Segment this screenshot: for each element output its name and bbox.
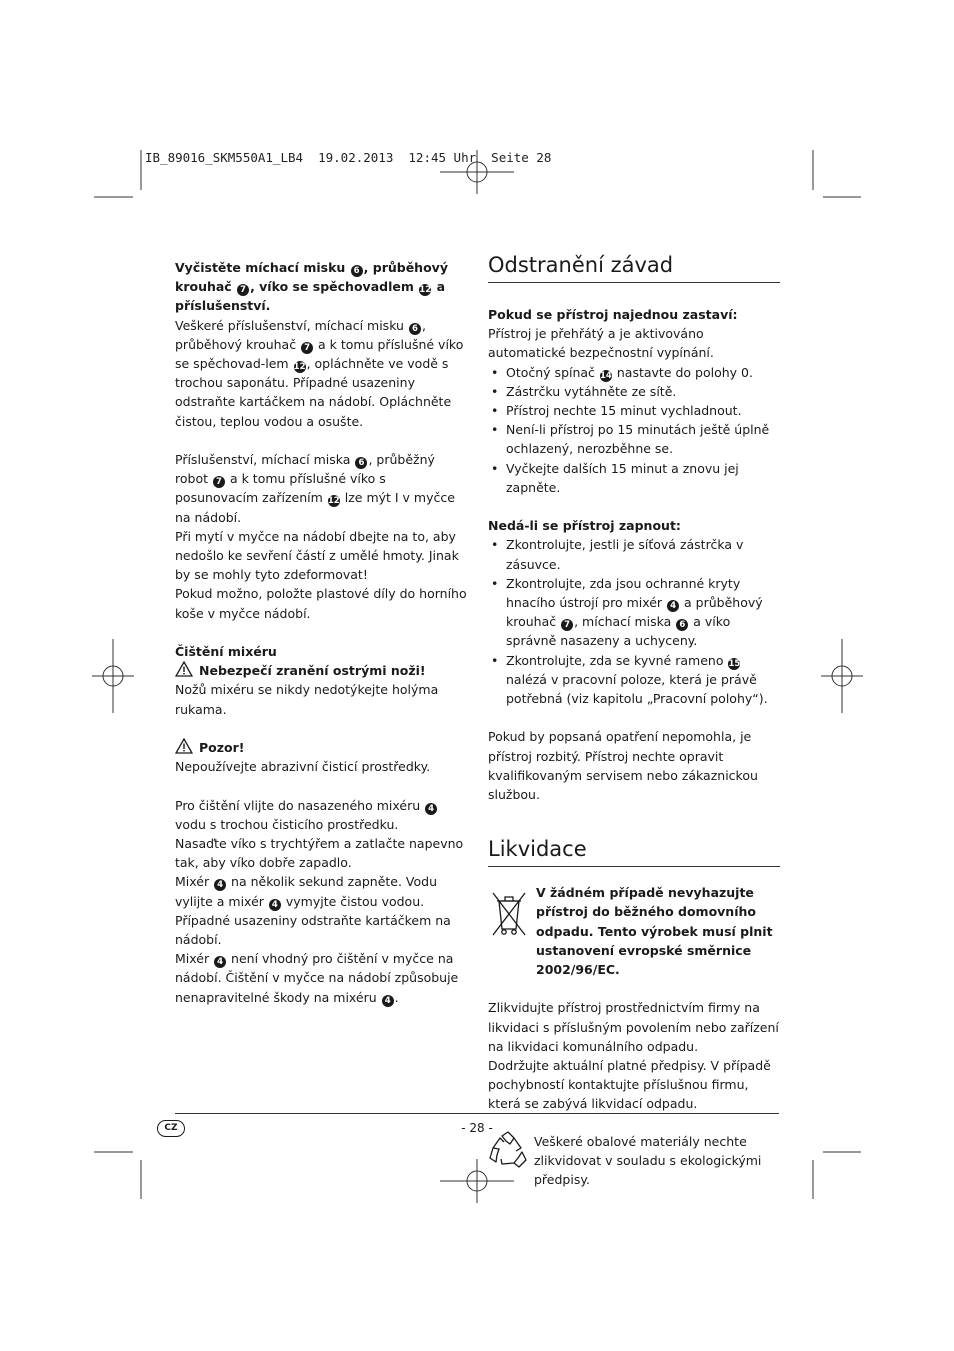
ref-12: 12: [419, 285, 432, 296]
cleaning-text: Veškeré příslušenství, míchací misku 6 , průběhový krouhač 7 a k tomu příslušné víko se spěchovad-lem 12, opláchněte ve vodě s trochou saponátu. Případné usazeniny odstraňte kartáčkem na nádobí. Opláchněte čistou, teplou vodou a osušte.: [175, 317, 464, 429]
mixer-cleaning-heading: Čištění mixéru: [175, 644, 277, 660]
ref-4: 4: [425, 803, 437, 815]
ref-6: 6: [676, 619, 688, 631]
disposal-title: Likvidace: [488, 836, 780, 867]
mixer-step-2: Nasaďte víko s trychtýřem a zatlačte napevno tak, aby víko dobře zapadlo.: [175, 836, 464, 871]
mixer-step-1: Pro čištění vlijte do nasazeného mixéru 4 vodu s trochou čisticího prostředku.: [175, 796, 470, 834]
ref-12: 12: [327, 496, 340, 507]
recycle-text: Veškeré obalové materiály nechte zlikvidovat v souladu s ekologickými předpisy.: [534, 1133, 762, 1188]
recycle-notice: [488, 1132, 780, 1190]
ref-6: 6: [351, 265, 363, 277]
disposal-text-1: Zlikvidujte přístroj prostřednictvím firmy na likvidaci s příslušným povolením nebo zařízení na likvidaci komunálního odpadu.: [488, 1000, 779, 1054]
ref-4: 4: [214, 879, 226, 891]
ref-7: 7: [237, 284, 249, 296]
mixer-step-4: Mixér 4 není vhodný pro čištění v myčce na nádobí. Čištění v myčce na nádobí způsobuje nenapravitelné škody na mixéru 4 .: [175, 951, 459, 1006]
dishwasher-warning-text: Při mytí v myčce na nádobí dbejte na to, aby nedošlo ke sevření částí z umělé hmoty. Jinak by se mohly tyto zdeformovat!: [175, 528, 459, 583]
ref-6: 6: [409, 323, 421, 335]
crossed-bin-icon: [490, 889, 528, 939]
list-item: • Přístroj nechte 15 minut vychladnout.: [488, 401, 780, 420]
troubleshooting-title: Odstranění závad: [488, 252, 780, 283]
list-item: • Není-li přístroj po 15 minutách ještě úplně ochlazený, nerozběhne se.: [488, 420, 780, 458]
ref-4: 4: [667, 600, 679, 612]
disposal-notice: [488, 883, 780, 979]
right-column: [488, 252, 780, 1189]
caution-heading: Pozor!: [175, 738, 470, 757]
sudden-stop-list: [488, 363, 780, 497]
list-item: • Zkontrolujte, zda jsou ochranné kryty hnacího ústrojí pro mixér 4 a průběhový krouhač 7 , míchací miska 6 a víko správně nasazeny a uchyceny.: [488, 574, 780, 651]
ref-7: 7: [561, 619, 573, 631]
no-start-heading: Nedá-li se přístroj zapnout:: [488, 518, 681, 534]
dishwasher-text: Příslušenství, míchací miska 6 , průběžný robot 7 a k tomu příslušné víko s posunovacím zařízením 12 lze mýt I v myčce na nádobí.: [175, 452, 455, 525]
list-item: • Zkontrolujte, zda se kyvné rameno 15 nalézá v pracovní poloze, která je právě potřebná (viz kapitolu „Pracovní polohy“).: [488, 651, 780, 709]
ref-6: 6: [355, 457, 367, 469]
sudden-stop-text: Přístroj je přehřátý a je aktivováno automatické bezpečnostní vypínání.: [488, 326, 714, 361]
print-header: IB_89016_SKM550A1_LB4 19.02.2013 12:45 Uhr Seite 28: [145, 150, 552, 165]
left-column: [175, 258, 470, 1007]
ref-4: 4: [214, 956, 226, 968]
danger-heading: Nebezpečí zranění ostrými noži!: [175, 661, 470, 680]
mixer-step-3: Mixér 4 na několik sekund zapněte. Vodu vylijte a mixér 4 vymyjte čistou vodou. Případné usazeniny odstraňte kartáčkem na nádobí.: [175, 874, 451, 948]
ref-4: 4: [382, 995, 394, 1007]
disposal-bold-text: V žádném případě nevyhazujte přístroj do běžného domovního odpadu. Tento výrobek musí plnit ustanovení evropské směrnice 2002/96/EC.: [536, 885, 773, 978]
ref-14: 14: [599, 370, 612, 381]
ref-7: 7: [301, 342, 313, 354]
list-item: • Vyčkejte dalších 15 minut a znovu jej zapněte.: [488, 459, 780, 497]
warning-icon: [175, 661, 193, 677]
danger-text: Nožů mixéru se nikdy nedotýkejte holýma rukama.: [175, 682, 439, 717]
sudden-stop-heading: Pokud se přístroj najednou zastaví:: [488, 307, 738, 322]
caution-text: Nepoužívejte abrazivní čisticí prostředky.: [175, 759, 431, 775]
disposal-text-2: Dodržujte aktuální platné předpisy. V případě pochybností kontaktujte příslušnou firmu, která se zabývá likvidací odpadu.: [488, 1058, 771, 1112]
ref-4: 4: [269, 899, 281, 911]
dishwasher-tip-text: Pokud možno, položte plastové díly do horního koše v myčce nádobí.: [175, 586, 467, 621]
recycle-icon: [488, 1130, 528, 1170]
warning-icon: [175, 738, 193, 754]
repair-text: Pokud by popsaná opatření nepomohla, je přístroj rozbitý. Přístroj nechte opravit kvalifikovaným servisem nebo zákaznickou službou.: [488, 729, 758, 803]
list-item: • Zkontrolujte, jestli je síťová zástrčka v zásuvce.: [488, 535, 780, 573]
ref-12: 12: [293, 362, 306, 373]
page-number: - 28 -: [461, 1121, 493, 1135]
list-item: • Otočný spínač 14 nastavte do polohy 0.: [488, 363, 780, 382]
ref-15: 15: [728, 658, 741, 669]
language-badge: CZ: [157, 1120, 185, 1137]
footer-divider: [175, 1113, 779, 1114]
list-item: • Zástrčku vytáhněte ze sítě.: [488, 382, 780, 401]
cleaning-heading: Vyčistěte míchací misku 6 , průběhový krouhač 7 , víko se spěchovadlem 12 a příslušenství.: [175, 260, 448, 314]
no-start-list: [488, 535, 780, 708]
ref-7: 7: [213, 476, 225, 488]
